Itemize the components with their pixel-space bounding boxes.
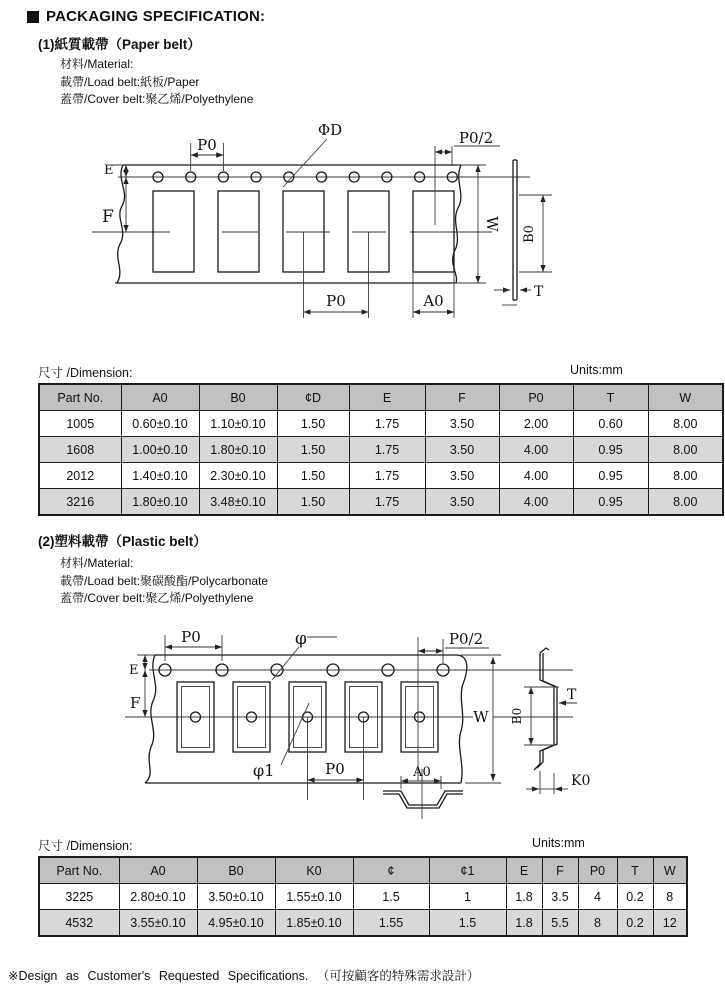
dim-label-e: E bbox=[104, 163, 114, 178]
table-cell: 3.50 bbox=[425, 437, 499, 463]
dim-label-f: F bbox=[102, 207, 114, 227]
page-title bbox=[27, 8, 265, 25]
column-header: P0 bbox=[499, 384, 573, 411]
dim-label-t: T bbox=[534, 284, 544, 300]
footnote: ※Design as Customer's Requested Specifications. （可按顧客的特殊需求設計） bbox=[8, 969, 480, 983]
column-header: E bbox=[506, 857, 542, 884]
column-header: K0 bbox=[275, 857, 353, 884]
column-header: Part No. bbox=[39, 384, 121, 411]
column-header: F bbox=[542, 857, 578, 884]
table-cell: 1.75 bbox=[349, 489, 425, 516]
units-label-2: Units:mm bbox=[532, 836, 585, 850]
table-cell: 4532 bbox=[39, 910, 119, 937]
section1-heading: (1)紙質載帶（Paper belt） bbox=[38, 37, 201, 52]
column-header: ¢1 bbox=[429, 857, 506, 884]
plastic-belt-table bbox=[38, 856, 688, 937]
center-lines bbox=[125, 670, 573, 717]
table-cell: 1.75 bbox=[349, 463, 425, 489]
table-cell: 2012 bbox=[39, 463, 121, 489]
table-cell: 1.50 bbox=[277, 437, 349, 463]
table-cell: 3216 bbox=[39, 489, 121, 516]
table-cell: 1.5 bbox=[429, 910, 506, 937]
dim-label-p0-bottom: P0 bbox=[326, 292, 346, 310]
column-header: A0 bbox=[119, 857, 197, 884]
table-cell: 2.80±0.10 bbox=[119, 884, 197, 910]
table-header-row bbox=[39, 384, 723, 411]
column-header: T bbox=[617, 857, 653, 884]
table-cell: 8 bbox=[653, 884, 687, 910]
table-cell: 1005 bbox=[39, 411, 121, 437]
table-cell: 3.5 bbox=[542, 884, 578, 910]
table-cell: 8.00 bbox=[648, 411, 723, 437]
table-cell: 1.5 bbox=[353, 884, 429, 910]
page-title-text: PACKAGING SPECIFICATION: bbox=[46, 8, 266, 25]
table-cell: 0.60 bbox=[573, 411, 648, 437]
table-cell: 2.30±0.10 bbox=[199, 463, 277, 489]
section-marker-square bbox=[27, 11, 39, 23]
table-cell: 8 bbox=[578, 910, 617, 937]
emboss-profile-side-view bbox=[534, 648, 557, 770]
table-cell: 2.00 bbox=[499, 411, 573, 437]
column-header: F bbox=[425, 384, 499, 411]
load-belt-line: 載帶/Load belt:紙板/Paper bbox=[60, 74, 200, 89]
table-cell: 0.60±0.10 bbox=[121, 411, 199, 437]
column-header: B0 bbox=[197, 857, 275, 884]
table-cell: 1.8 bbox=[506, 884, 542, 910]
dim-label-a0: A0 bbox=[413, 765, 431, 780]
dim-label-k0: K0 bbox=[571, 773, 591, 789]
table-cell: 3225 bbox=[39, 884, 119, 910]
cover-belt-line: 蓋帶/Cover belt:聚乙烯/Polyethylene bbox=[60, 92, 254, 106]
table-cell: 1.75 bbox=[349, 437, 425, 463]
paper-tape-outline bbox=[115, 165, 461, 283]
dimensions bbox=[102, 121, 552, 318]
plastic-tape-outline bbox=[145, 655, 467, 783]
table-cell: 1.8 bbox=[506, 910, 542, 937]
table-cell: 1.50 bbox=[277, 463, 349, 489]
dimension-caption-2: 尺寸 /Dimension: bbox=[38, 839, 133, 853]
table-cell: 1.55 bbox=[353, 910, 429, 937]
dim-label-p0-half: P0/2 bbox=[458, 129, 494, 147]
dim-label-f: F bbox=[130, 694, 141, 712]
table-cell: 3.55±0.10 bbox=[119, 910, 197, 937]
table-cell: 1.10±0.10 bbox=[199, 411, 277, 437]
column-header: A0 bbox=[121, 384, 199, 411]
column-header: B0 bbox=[199, 384, 277, 411]
dim-label-phi: φ bbox=[295, 629, 307, 649]
dim-label-b0: B0 bbox=[522, 225, 537, 243]
dim-label-phi1: φ1 bbox=[253, 761, 275, 780]
load-belt-line: 載帶/Load belt:聚碳酸酯/Polycarbonate bbox=[60, 573, 269, 588]
table-cell: 3.50 bbox=[425, 463, 499, 489]
table-cell: 3.50 bbox=[425, 489, 499, 516]
dim-label-t: T bbox=[567, 687, 577, 703]
table-cell: 3.50±0.10 bbox=[197, 884, 275, 910]
table-cell: 1.80±0.10 bbox=[121, 489, 199, 516]
table-cell: 1 bbox=[429, 884, 506, 910]
column-header: ¢ bbox=[353, 857, 429, 884]
pocket-cross-section bbox=[383, 791, 463, 808]
column-header: ¢D bbox=[277, 384, 349, 411]
dim-label-p0-top: P0 bbox=[181, 628, 201, 646]
table-cell: 8.00 bbox=[648, 437, 723, 463]
table-cell: 1.80±0.10 bbox=[199, 437, 277, 463]
table-cell: 0.2 bbox=[617, 884, 653, 910]
material-title: 材料/Material: bbox=[60, 57, 134, 71]
material-title: 材料/Material: bbox=[60, 556, 134, 570]
column-header: E bbox=[349, 384, 425, 411]
center-lines bbox=[92, 177, 530, 232]
tape-side-view bbox=[513, 160, 517, 300]
column-header: W bbox=[653, 857, 687, 884]
table-cell: 1.00±0.10 bbox=[121, 437, 199, 463]
table-cell: 4.00 bbox=[499, 437, 573, 463]
table-cell: 0.95 bbox=[573, 463, 648, 489]
section2-heading: (2)塑料載帶（Plastic belt） bbox=[38, 534, 207, 549]
dim-label-p0-half: P0/2 bbox=[448, 630, 484, 648]
dim-label-a0: A0 bbox=[423, 292, 444, 310]
column-header: Part No. bbox=[39, 857, 119, 884]
dim-label-w: W bbox=[483, 216, 501, 232]
table-cell: 4.00 bbox=[499, 489, 573, 516]
table-cell: 4 bbox=[578, 884, 617, 910]
table-cell: 4.00 bbox=[499, 463, 573, 489]
table-cell: 1.50 bbox=[277, 411, 349, 437]
table-row bbox=[39, 910, 687, 937]
section1-material-block bbox=[60, 56, 253, 109]
dim-label-w: W bbox=[473, 708, 489, 726]
section2-material-block bbox=[60, 555, 268, 608]
table-row bbox=[39, 884, 687, 910]
dimensions bbox=[129, 628, 590, 819]
column-header: T bbox=[573, 384, 648, 411]
table-cell: 0.95 bbox=[573, 489, 648, 516]
dim-label-e: E bbox=[129, 663, 139, 678]
table-cell: 3.50 bbox=[425, 411, 499, 437]
table-cell: 8.00 bbox=[648, 489, 723, 516]
paper-belt-diagram bbox=[90, 118, 650, 325]
dim-label-p0-top: P0 bbox=[197, 136, 217, 154]
table-cell: 12 bbox=[653, 910, 687, 937]
table-cell: 1608 bbox=[39, 437, 121, 463]
table-row bbox=[39, 489, 723, 516]
table-cell: 4.95±0.10 bbox=[197, 910, 275, 937]
table-row bbox=[39, 411, 723, 437]
table-cell: 0.95 bbox=[573, 437, 648, 463]
cover-belt-line: 蓋帶/Cover belt:聚乙烯/Polyethylene bbox=[60, 591, 254, 605]
plastic-belt-diagram bbox=[125, 623, 605, 830]
table-cell: 1.50 bbox=[277, 489, 349, 516]
units-label-1: Units:mm bbox=[570, 363, 623, 377]
table-cell: 3.48±0.10 bbox=[199, 489, 277, 516]
table-cell: 1.55±0.10 bbox=[275, 884, 353, 910]
table-cell: 5.5 bbox=[542, 910, 578, 937]
table-cell: 1.85±0.10 bbox=[275, 910, 353, 937]
table-header-row bbox=[39, 857, 687, 884]
dim-label-phi-d: ΦD bbox=[317, 121, 343, 139]
table-row bbox=[39, 437, 723, 463]
table-row bbox=[39, 463, 723, 489]
column-header: W bbox=[648, 384, 723, 411]
column-header: P0 bbox=[578, 857, 617, 884]
table-cell: 8.00 bbox=[648, 463, 723, 489]
table-cell: 1.40±0.10 bbox=[121, 463, 199, 489]
dim-label-b0: B0 bbox=[510, 707, 524, 725]
paper-belt-table bbox=[38, 383, 724, 516]
table-cell: 0.2 bbox=[617, 910, 653, 937]
table-cell: 1.75 bbox=[349, 411, 425, 437]
dimension-caption-1: 尺寸 /Dimension: bbox=[38, 366, 133, 380]
dim-label-p0-bottom: P0 bbox=[325, 760, 345, 778]
